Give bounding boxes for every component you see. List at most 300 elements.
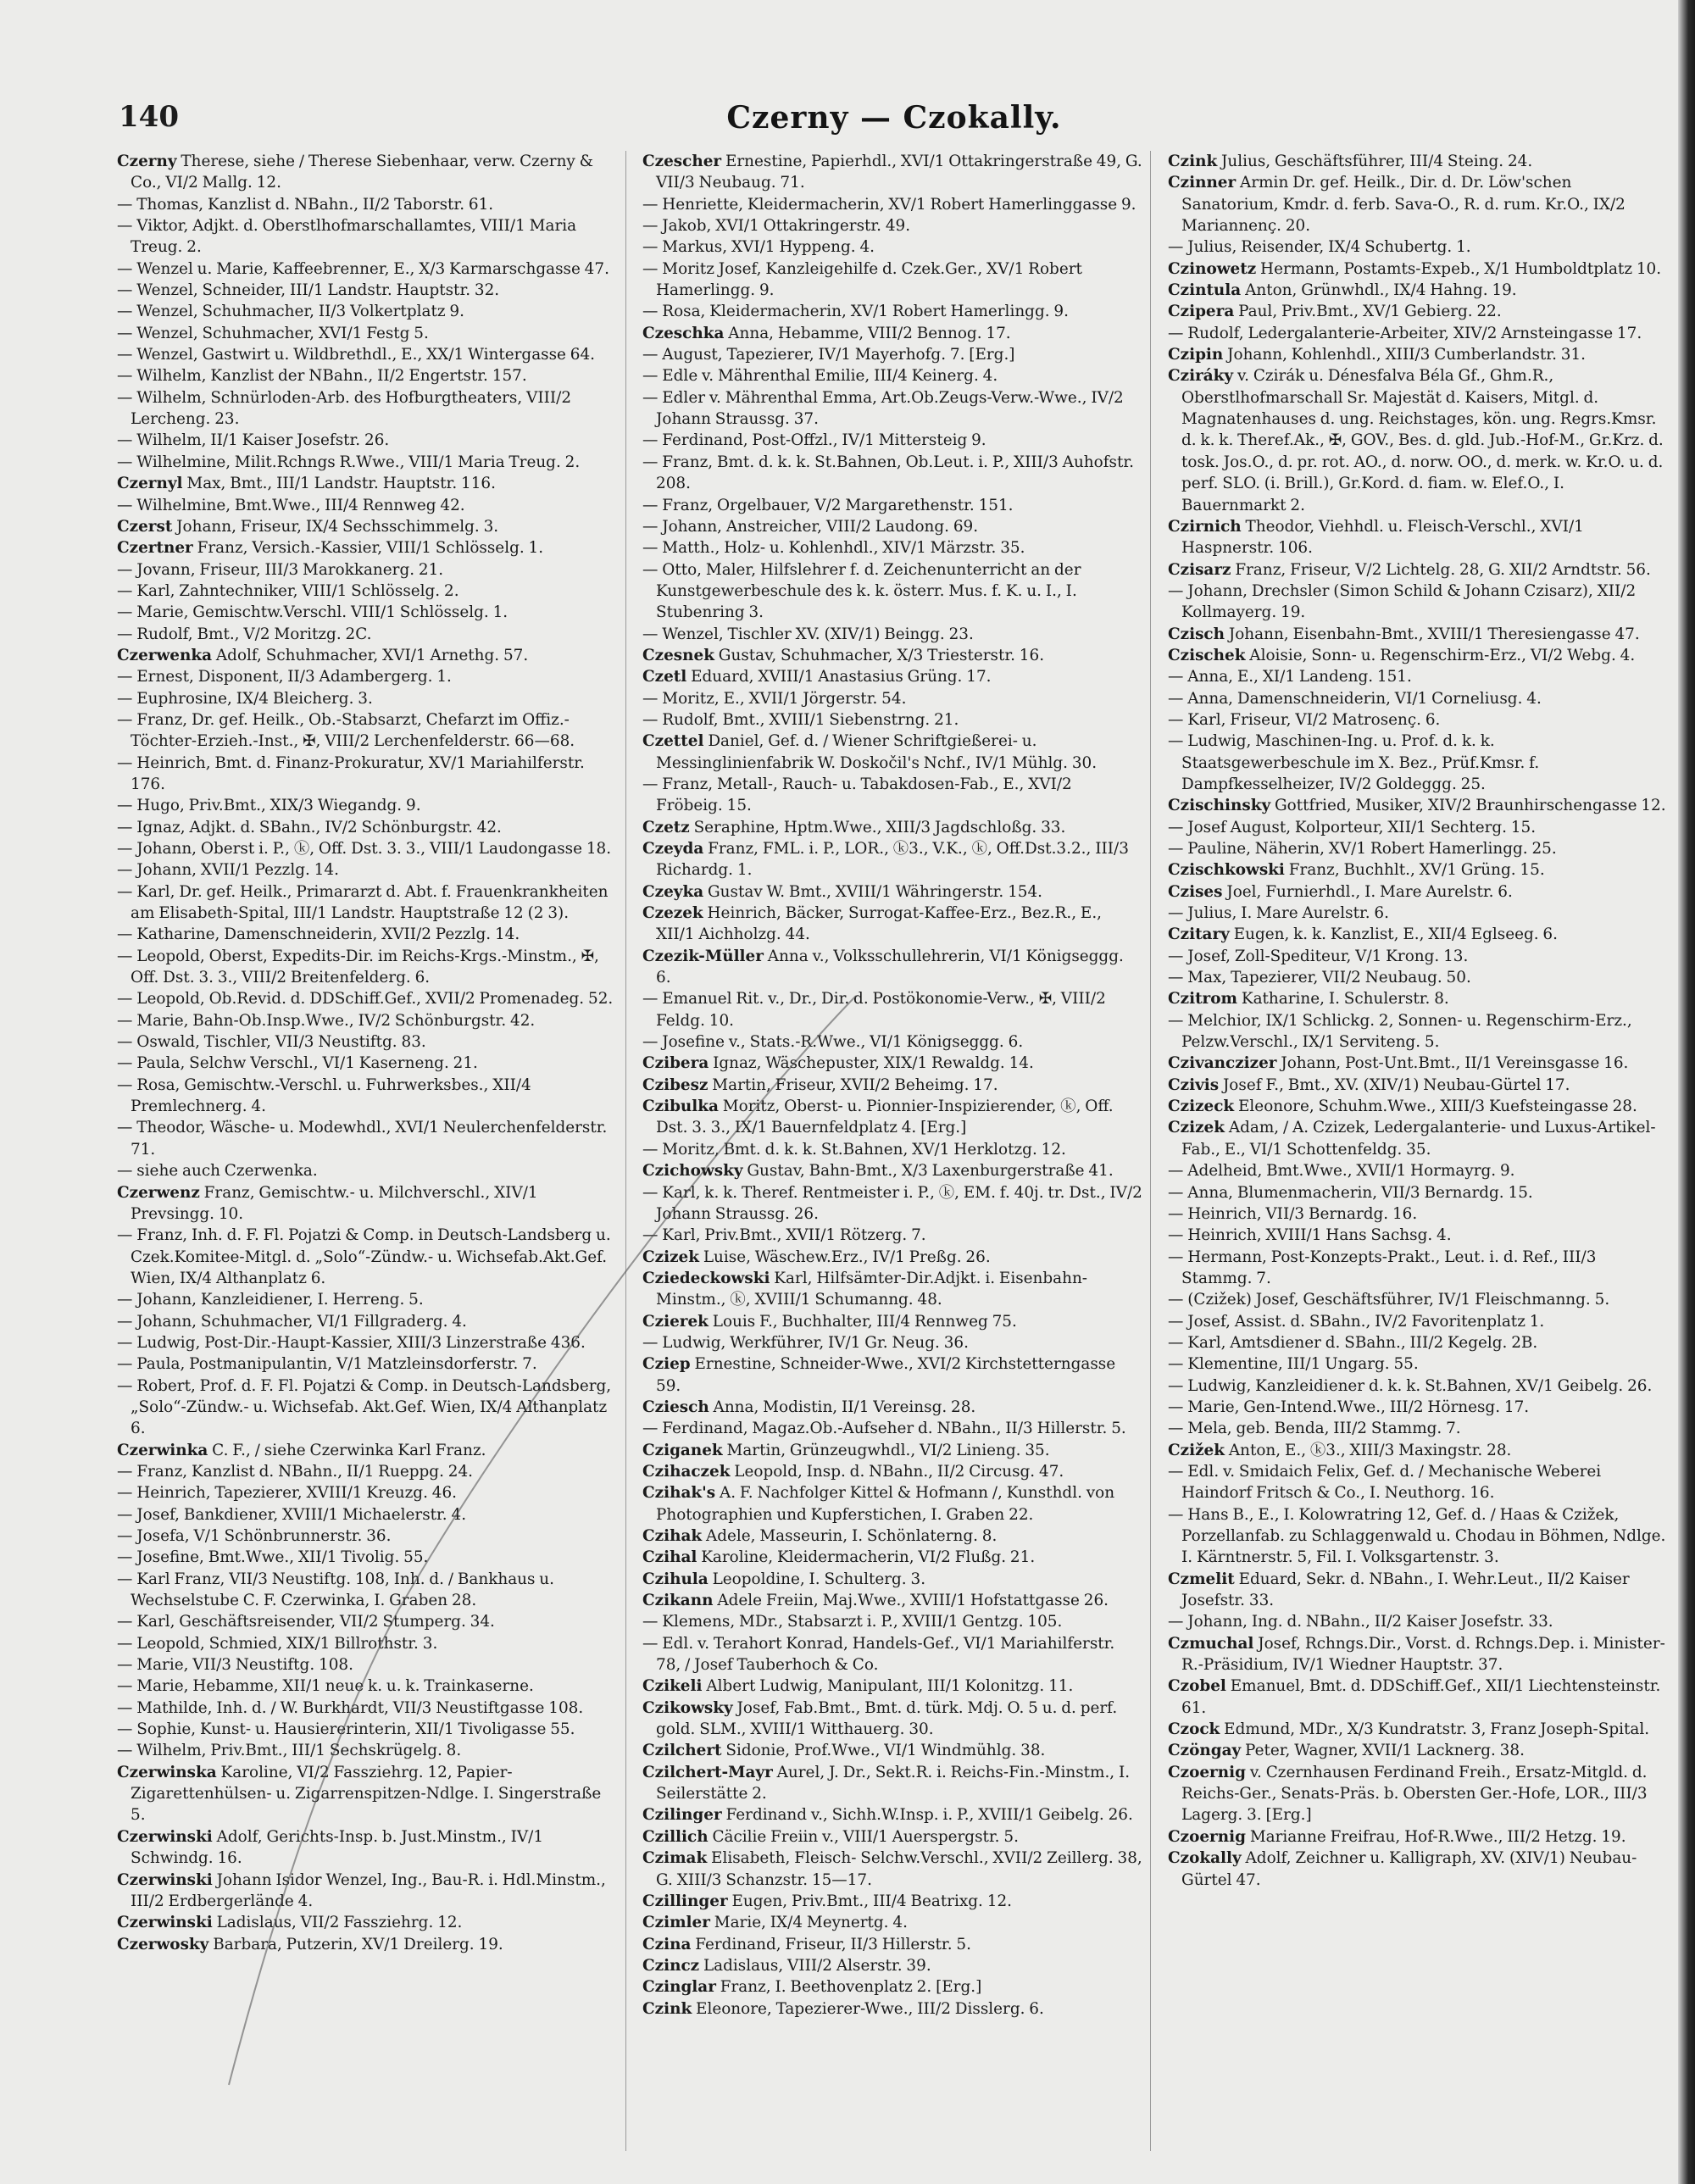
entry-details: — Ferdinand, Post-Offzl., IV/1 Mittersteig 9.	[642, 431, 986, 450]
entry-details: — Klementine, III/1 Ungarg. 55.	[1168, 1355, 1419, 1374]
directory-entry	[117, 1375, 617, 1440]
entry-details: — Johann, Anstreicher, VIII/2 Laudong. 69.	[642, 517, 979, 536]
entry-surname: Czoernig	[1168, 1827, 1246, 1846]
directory-entry	[642, 387, 1142, 431]
directory-entry	[1168, 731, 1668, 795]
entry-details: — Wenzel, Tischler XV. (XIV/1) Beingg. 23.	[642, 625, 974, 643]
directory-entry	[117, 1053, 617, 1074]
entry-details: Adele, Masseurin, I. Schönlaterng. 8.	[702, 1527, 998, 1545]
directory-entry	[1168, 1203, 1668, 1225]
entry-details: — Karl, Priv.Bmt., XVII/1 Rötzerg. 7.	[642, 1226, 926, 1245]
entry-details: — Mathilde, Inh. d. ∕ W. Burkhardt, VII/3 Neustiftgasse 108.	[117, 1698, 584, 1717]
directory-entry	[117, 1870, 617, 1913]
directory-entry	[117, 1826, 617, 1870]
directory-entry	[117, 1719, 617, 1740]
directory-entry	[117, 323, 617, 344]
entry-details: Franz, Versich.-Kassier, VIII/1 Schlösselg. 1.	[192, 539, 544, 558]
directory-entry	[1168, 301, 1668, 322]
entry-details: Emanuel, Bmt. d. DDSchiff.Gef., XII/1 Liechtensteinstr. 61.	[1181, 1677, 1661, 1717]
entry-surname: Czerwinski	[117, 1827, 213, 1846]
entry-details: Armin Dr. gef. Heilk., Dir. d. Dr. Löw'schen Sanatorium, Kmdr. d. ferb. Sava-O., R. d. rum. Kr.O., IX/2 Mariannenç. 20.	[1181, 174, 1626, 236]
entry-surname: Czertner	[117, 539, 193, 558]
directory-entry	[117, 1160, 617, 1181]
entry-details: Marie, IX/4 Meynertg. 4.	[709, 1914, 908, 1932]
entry-surname: Czirnich	[1168, 517, 1242, 536]
entry-details: — Thomas, Kanzlist d. NBahn., II/2 Taborstr. 61.	[117, 195, 494, 214]
entry-details: Sidonie, Prof.Wwe., VI/1 Windmühlg. 38.	[721, 1742, 1046, 1760]
entry-details: Ferdinand, Friseur, II/3 Hillerstr. 5.	[691, 1935, 971, 1953]
entry-details: — Euphrosine, IX/4 Bleicherg. 3.	[117, 689, 373, 708]
entry-details: — Franz, Orgelbauer, V/2 Margarethenstr. 151.	[642, 496, 1014, 514]
directory-entry	[642, 645, 1142, 666]
directory-entry	[117, 1332, 617, 1353]
directory-entry	[117, 859, 617, 881]
entry-details: — Marie, Gemischtw.Verschl. VIII/1 Schlösselg. 1.	[117, 603, 508, 622]
directory-entry	[117, 1740, 617, 1761]
entry-details: — Moritz, Bmt. d. k. k. St.Bahnen, XV/1 Herklotzg. 12.	[642, 1140, 1066, 1159]
entry-details: — Wilhelm, Schnürloden-Arb. des Hofburgtheaters, VIII/2 Lercheng. 23.	[117, 388, 572, 429]
entry-details: Edmund, MDr., X/3 Kundratstr. 3, Franz Joseph-Spital.	[1220, 1720, 1650, 1739]
directory-entry	[1168, 172, 1668, 236]
page-number: 140	[119, 100, 179, 134]
directory-columns	[117, 151, 1668, 2159]
directory-entry	[117, 1461, 617, 1482]
directory-entry	[1168, 344, 1668, 365]
entry-surname: Czöngay	[1168, 1742, 1242, 1760]
directory-entry	[1168, 924, 1668, 945]
directory-entry	[117, 516, 617, 537]
entry-surname: Czilinger	[642, 1806, 722, 1825]
entry-details: — Johann, Drechsler (Simon Schild & Johann Czisarz), XII/2 Kollmayerg. 19.	[1168, 581, 1637, 622]
entry-details: — Viktor, Adjkt. d. Oberstlhofmarschallamtes, VIII/1 Maria Treug. 2.	[117, 217, 577, 257]
entry-details: Karl, Hilfsämter-Dir.Adjkt. i. Eisenbahn-Minstm., ⓚ, XVIII/1 Schumanng. 48.	[656, 1269, 1088, 1309]
directory-entry	[642, 516, 1142, 537]
directory-entry	[642, 838, 1142, 881]
entry-details: — Karl Franz, VII/3 Neustiftg. 108, Inh. d. ∕ Bankhaus u. Wechselstube C. F. Czerwinka, I. Graben 28.	[117, 1570, 554, 1610]
entry-details: Leopoldine, I. Schulterg. 3.	[708, 1570, 926, 1588]
directory-entry	[117, 1504, 617, 1525]
entry-surname: Czerwenz	[117, 1183, 200, 1202]
directory-entry	[117, 838, 617, 859]
entry-details: — Ignaz, Adjkt. d. SBahn., IV/2 Schönburgstr. 42.	[117, 818, 502, 836]
entry-details: — Heinrich, Tapezierer, XVIII/1 Kreuzg. 46.	[117, 1484, 458, 1503]
entry-surname: Czina	[642, 1935, 692, 1953]
entry-details: — Theodor, Wäsche- u. Modewhdl., XVI/1 Neulerchenfelderstr. 71.	[117, 1119, 608, 1159]
entry-details: — Marie, Hebamme, XII/1 neue k. u. k. Trainkaserne.	[117, 1677, 534, 1696]
entry-surname: Czetz	[642, 818, 690, 836]
entry-surname: Czichowsky	[642, 1162, 743, 1181]
column-divider	[1150, 151, 1151, 2151]
entry-details: — Wilhelm, II/1 Kaiser Josefstr. 26.	[117, 431, 390, 450]
directory-entry	[1168, 323, 1668, 344]
directory-entry	[642, 988, 1142, 1031]
entry-details: Franz, Buchhlt., XV/1 Grüng. 15.	[1284, 861, 1545, 880]
entry-details: — Franz, Kanzlist d. NBahn., II/1 Rueppg. 24.	[117, 1462, 474, 1481]
entry-surname: Czizek	[642, 1248, 699, 1266]
directory-entry	[1168, 1311, 1668, 1332]
directory-entry	[1168, 688, 1668, 709]
directory-entry	[117, 602, 617, 623]
entry-surname: Czihak's	[642, 1484, 716, 1503]
directory-entry	[642, 946, 1142, 989]
directory-entry	[117, 946, 617, 989]
entry-surname: Czisch	[1168, 625, 1225, 643]
entry-details: Ferdinand v., Sichh.W.Insp. i. P., XVIII/1 Geibelg. 26.	[721, 1806, 1133, 1825]
entry-details: — Moritz Josef, Kanzleigehilfe d. Czek.Ger., XV/1 Robert Hamerlingg. 9.	[642, 259, 1082, 300]
directory-entry	[117, 258, 617, 280]
directory-entry	[642, 151, 1142, 194]
entry-details: Ernestine, Papierhdl., XVI/1 Ottakringerstraße 49, G. VII/3 Neubaug. 71.	[656, 153, 1142, 192]
entry-details: Ladislaus, VIII/2 Alserstr. 39.	[699, 1956, 931, 1975]
entry-details: — Rudolf, Ledergalanterie-Arbeiter, XIV/2 Arnsteingasse 17.	[1168, 324, 1642, 342]
entry-details: A. F. Nachfolger Kittel & Hofmann ∕, Kunsthdl. von Photographien und Kupferstichen, I. Graben 22.	[656, 1484, 1115, 1524]
entry-details: — Ernest, Disponent, II/3 Adambergerg. 1.	[117, 668, 452, 686]
entry-details: — Jakob, XVI/1 Ottakringerstr. 49.	[642, 217, 911, 236]
entry-surname: Czink	[1168, 153, 1218, 170]
entry-details: Aurel, J. Dr., Sekt.R. i. Reichs-Fin.-Minstm., I. Seilerstätte 2.	[656, 1763, 1131, 1803]
entry-details: — Anna, E., XI/1 Landeng. 151.	[1168, 668, 1412, 686]
entry-details: — Franz, Bmt. d. k. k. St.Bahnen, Ob.Leut. i. P., XIII/3 Auhofstr. 208.	[642, 453, 1134, 493]
directory-entry	[1168, 1289, 1668, 1310]
directory-entry	[642, 1676, 1142, 1697]
directory-entry	[1168, 1418, 1668, 1439]
entry-surname: Cziedeckowski	[642, 1269, 770, 1287]
page-header	[119, 100, 1670, 142]
directory-entry	[642, 1848, 1142, 1891]
entry-surname: Czimak	[642, 1849, 708, 1868]
entry-surname: Czobel	[1168, 1677, 1226, 1696]
entry-surname: Czokally	[1168, 1849, 1242, 1868]
directory-entry	[1168, 280, 1668, 301]
directory-column-2	[642, 151, 1142, 2159]
entry-surname: Czeyda	[642, 840, 704, 858]
entry-details: — Heinrich, VII/3 Bernardg. 16.	[1168, 1204, 1418, 1223]
entry-details: v. Czirák u. Dénesfalva Béla Gf., Ghm.R., Oberstlhofmarschall Sr. Majestät d. Kaisers, Mitgl. d. Magnatenhauses d. ung. Reichstages, kön. ung. Regrs.Kmsr. d. k. k. Theref.Ak., ✠, GOV., Bes. d. gld. Jub.-Hof-M., Gr.Krz. d. tosk. Jos.O., d. pr. rot. AO., d. norw. OO., d. merk. w. Kr.O. u. d. perf. SLO. (i. Brill.), Gr.Kord. d. fiam. w. Elef.O., I. Bauernmarkt 2.	[1181, 367, 1664, 514]
directory-entry	[117, 344, 617, 365]
entry-details: — Paula, Selchw Verschl., VI/1 Kaserneng. 21.	[117, 1054, 478, 1073]
directory-entry	[117, 988, 617, 1009]
entry-details: — Karl, Friseur, VI/2 Matrosenç. 6.	[1168, 710, 1441, 729]
entry-details: — Josef, Assist. d. SBahn., IV/2 Favoritenplatz 1.	[1168, 1312, 1545, 1331]
directory-entry	[642, 559, 1142, 624]
entry-details: — Wenzel, Schuhmacher, II/3 Volkertplatz 9.	[117, 303, 464, 321]
entry-details: — Johann, Ing. d. NBahn., II/2 Kaiser Josefstr. 33.	[1168, 1613, 1553, 1631]
directory-entry	[642, 1353, 1142, 1397]
page-edge-shadow	[1678, 0, 1695, 2184]
entry-details: Heinrich, Bäcker, Surrogat-Kaffee-Erz., Bez.R., E., XII/1 Aichholzg. 44.	[656, 904, 1103, 944]
directory-entry	[117, 709, 617, 753]
directory-entry	[1168, 365, 1668, 515]
directory-entry	[1168, 1676, 1668, 1719]
entry-details: — Wilhelmine, Bmt.Wwe., III/4 Rennweg 42.	[117, 496, 465, 514]
entry-details: Adolf, Zeichner u. Kalligraph, XV. (XIV/1) Neubau-Gürtel 47.	[1181, 1849, 1637, 1889]
directory-entry	[642, 1160, 1142, 1181]
entry-details: — August, Tapezierer, IV/1 Mayerhofg. 7. [Erg.]	[642, 346, 1015, 364]
entry-details: Adam, ∕ A. Czizek, Ledergalanterie- und Luxus-Artikel-Fab., E., VI/1 Schottenfeldg. 35.	[1181, 1119, 1656, 1159]
entry-details: — Karl, k. k. Theref. Rentmeister i. P., ⓚ, EM. f. 40j. tr. Dst., IV/2 Johann Straussg. 26.	[642, 1183, 1142, 1223]
directory-entry	[642, 365, 1142, 386]
entry-details: — Hans B., E., I. Kolowratring 12, Gef. d. ∕ Haas & Czižek, Porzellanfab. zu Schlaggenwald u. Chodau in Böhmen, Ndlge. I. Kärntnerstr. 5, Fil. I. Volksgartenstr. 3.	[1168, 1505, 1666, 1567]
entry-details: Therese, siehe ∕ Therese Siebenhaar, verw. Czerny & Co., VI/2 Mallg. 12.	[131, 153, 594, 192]
entry-details: — Ludwig, Kanzleidiener d. k. k. St.Bahnen, XV/1 Geibelg. 26.	[1168, 1376, 1653, 1395]
entry-surname: Czizek	[1168, 1119, 1225, 1137]
entry-details: Ernestine, Schneider-Wwe., XVI/2 Kirchstetterngasse 59.	[656, 1355, 1116, 1395]
directory-entry	[117, 151, 617, 194]
directory-entry	[117, 1010, 617, 1031]
directory-entry	[1168, 1740, 1668, 1761]
directory-entry	[642, 1525, 1142, 1547]
directory-entry	[117, 1934, 617, 1955]
entry-details: — Otto, Maler, Hilfslehrer f. d. Zeichenunterricht an der Kunstgewerbeschule des k. k. österr. Mus. f. K. u. I., I. Stubenring 3.	[642, 560, 1081, 622]
entry-details: Ladislaus, VII/2 Fassziehrg. 12.	[212, 1914, 463, 1932]
entry-surname: Czintula	[1168, 281, 1242, 300]
entry-details: Martin, Grünzeugwhdl., VI/2 Linieng. 35.	[722, 1441, 1050, 1459]
directory-entry	[117, 581, 617, 602]
directory-entry	[642, 236, 1142, 258]
entry-surname: Czescher	[642, 153, 722, 170]
entry-details: Eleonore, Schuhm.Wwe., XIII/3 Kuefsteingasse 28.	[1234, 1098, 1637, 1116]
entry-surname: Czink	[642, 1999, 692, 2018]
entry-surname: Czmuchal	[1168, 1634, 1254, 1653]
entry-surname: Czerwenka	[117, 646, 213, 664]
directory-entry	[642, 1182, 1142, 1225]
directory-entry	[1168, 559, 1668, 581]
entry-details: — Emanuel Rit. v., Dr., Dir. d. Postökonomie-Verw., ✠, VIII/2 Feldg. 10.	[642, 990, 1106, 1030]
entry-details: — Adelheid, Bmt.Wwe., XVII/1 Hormayrg. 9.	[1168, 1162, 1515, 1181]
entry-details: — Mela, geb. Benda, III/2 Stammg. 7.	[1168, 1420, 1461, 1438]
entry-details: Theodor, Viehhdl. u. Fleisch-Verschl., XVI/1 Haspnerstr. 106.	[1181, 517, 1584, 558]
directory-entry	[117, 624, 617, 645]
entry-surname: Czinowetz	[1168, 259, 1257, 278]
directory-entry	[1168, 1504, 1668, 1569]
directory-entry	[1168, 1719, 1668, 1740]
entry-details: — Wenzel, Schuhmacher, XVI/1 Festg 5.	[117, 324, 429, 342]
directory-entry	[642, 1891, 1142, 1912]
entry-details: Seraphine, Hptm.Wwe., XIII/3 Jagdschloßg. 33.	[689, 818, 1066, 836]
entry-details: — Karl, Amtsdiener d. SBahn., III/2 Kegelg. 2B.	[1168, 1333, 1538, 1352]
directory-entry	[117, 1311, 617, 1332]
entry-details: Albert Ludwig, Manipulant, III/1 Kolonitzg. 11.	[702, 1677, 1074, 1696]
entry-surname: Czikeli	[642, 1677, 703, 1696]
entry-surname: Czillinger	[642, 1892, 728, 1910]
entry-details: Joel, Furnierhdl., I. Mare Aurelstr. 6.	[1222, 882, 1513, 901]
running-title: Czerny — Czokally.	[726, 100, 1062, 136]
entry-details: — Josefa, V/1 Schönbrunnerstr. 36.	[117, 1527, 392, 1545]
directory-entry	[1168, 1010, 1668, 1053]
entry-details: — Josef, Bankdiener, XVIII/1 Michaelerstr. 4.	[117, 1505, 467, 1524]
entry-surname: Czihula	[642, 1570, 709, 1588]
directory-entry	[642, 624, 1142, 645]
entry-details: Katharine, I. Schulerstr. 8.	[1237, 990, 1449, 1009]
directory-entry	[642, 731, 1142, 774]
directory-entry	[1168, 1353, 1668, 1375]
directory-entry	[117, 1440, 617, 1461]
directory-entry	[642, 1075, 1142, 1096]
entry-details: Johann, Eisenbahn-Bmt., XVIII/1 Theresiengasse 47.	[1225, 625, 1640, 643]
entry-details: — Henriette, Kleidermacherin, XV/1 Robert Hamerlinggasse 9.	[642, 195, 1136, 214]
entry-details: Gottfried, Musiker, XIV/2 Braunhirschengasse 12.	[1270, 797, 1666, 815]
directory-entry	[642, 452, 1142, 495]
directory-entry	[117, 1654, 617, 1676]
directory-entry	[1168, 516, 1668, 559]
directory-entry	[642, 537, 1142, 559]
entry-surname: Cziráky	[1168, 367, 1234, 386]
directory-entry	[117, 1289, 617, 1310]
directory-entry	[642, 1633, 1142, 1676]
entry-details: Eleonore, Tapezierer-Wwe., III/2 Disslerg. 6.	[692, 1999, 1044, 2018]
directory-entry	[642, 1397, 1142, 1418]
directory-entry	[117, 1762, 617, 1826]
entry-details: Louis F., Buchhalter, III/4 Rennweg 75.	[708, 1312, 1017, 1331]
directory-entry	[1168, 1569, 1668, 1612]
entry-details: — Josef August, Kolporteur, XII/1 Sechterg. 15.	[1168, 818, 1537, 836]
entry-details: Anna, Hebamme, VIII/2 Bennog. 17.	[724, 324, 1011, 342]
directory-entry	[642, 1698, 1142, 1741]
entry-details: Moritz, Oberst- u. Pionnier-Inspizierender, ⓚ, Off. Dst. 3. 3., IX/1 Bauernfeldplatz 4. [Erg.]	[656, 1098, 1114, 1137]
entry-surname: Czmelit	[1168, 1570, 1235, 1588]
entry-details: — Ludwig, Maschinen-Ing. u. Prof. d. k. k. Staatsgewerbeschule im X. Bez., Prüf.Kmsr. f. Dampfkesselheizer, IV/2 Goldeggg. 25.	[1168, 732, 1540, 793]
entry-details: — Anna, Blumenmacherin, VII/3 Bernardg. 15.	[1168, 1183, 1533, 1202]
entry-details: — Oswald, Tischler, VII/3 Neustiftg. 83.	[117, 1033, 426, 1052]
entry-surname: Czerny	[117, 153, 177, 170]
entry-surname: Czerwinska	[117, 1763, 217, 1781]
directory-entry	[1168, 1633, 1668, 1676]
entry-details: — Franz, Metall-, Rauch- u. Tabakdosen-Fab., E., XVI/2 Fröbeig. 15.	[642, 775, 1072, 815]
directory-entry	[1168, 1096, 1668, 1117]
directory-entry	[642, 1031, 1142, 1053]
directory-entry	[642, 215, 1142, 236]
entry-surname: Czoernig	[1168, 1763, 1246, 1781]
entry-details: — Sophie, Kunst- u. Hausiererinterin, XII/1 Tivoligasse 55.	[117, 1720, 575, 1739]
entry-details: Anton, Grünwhdl., IX/4 Hahng. 19.	[1241, 281, 1517, 300]
directory-entry	[1168, 817, 1668, 838]
directory-entry	[117, 1633, 617, 1654]
entry-details: Gustav, Schuhmacher, X/3 Triesterstr. 16.	[714, 646, 1045, 664]
entry-details: v. Czernhausen Ferdinand Freih., Ersatz-Mitgld. d. Reichs-Ger., Senats-Präs. b. Obersten Ger.-Hofe, LOR., III/3 Lagerg. 3. [Erg.]	[1181, 1763, 1648, 1825]
directory-entry	[642, 1418, 1142, 1439]
directory-entry	[117, 1225, 617, 1289]
directory-entry	[117, 1353, 617, 1375]
directory-entry	[117, 280, 617, 301]
directory-entry	[642, 1976, 1142, 1998]
directory-entry	[117, 645, 617, 666]
entry-details: — Wilhelm, Kanzlist der NBahn., II/2 Engertstr. 157.	[117, 367, 527, 386]
directory-entry	[117, 387, 617, 431]
entry-details: — Jovann, Friseur, III/3 Marokkanerg. 21.	[117, 560, 444, 579]
entry-details: Ignaz, Wäschepuster, XIX/1 Rewaldg. 14.	[709, 1054, 1034, 1073]
directory-entry	[1168, 1611, 1668, 1632]
entry-details: Franz, Friseur, V/2 Lichtelg. 28, G. XII/2 Arndtstr. 56.	[1231, 560, 1651, 579]
entry-surname: Czizeck	[1168, 1098, 1235, 1116]
entry-details: — Marie, Bahn-Ob.Insp.Wwe., IV/2 Schönburgstr. 42.	[117, 1011, 536, 1030]
entry-details: — Marie, Gen-Intend.Wwe., III/2 Hörnesg. 17.	[1168, 1398, 1530, 1416]
entry-details: Eduard, XVIII/1 Anastasius Grüng. 17.	[686, 668, 992, 686]
entry-details: — Ludwig, Werkführer, IV/1 Gr. Neug. 36.	[642, 1333, 969, 1352]
directory-entry	[117, 1075, 617, 1118]
entry-surname: Czihaczek	[642, 1462, 731, 1481]
directory-entry	[1168, 1182, 1668, 1203]
entry-surname: Czerwinski	[117, 1870, 213, 1889]
entry-details: — Robert, Prof. d. F. Fl. Pojatzi & Comp. in Deutsch-Landsberg, „Solo“-Zündw.- u. Wichsefab. Akt.Gef. Wien, IX/4 Althanplatz 6.	[117, 1376, 612, 1438]
entry-details: — Ferdinand, Magaz.Ob.-Aufseher d. NBahn., II/3 Hillerstr. 5.	[642, 1420, 1126, 1438]
directory-entry	[642, 903, 1142, 946]
entry-surname: Czipera	[1168, 303, 1235, 321]
directory-column-1	[117, 151, 617, 2159]
entry-surname: Czikann	[642, 1592, 714, 1610]
directory-entry	[642, 1934, 1142, 1955]
directory-entry	[1168, 151, 1668, 172]
directory-entry	[117, 215, 617, 258]
entry-details: — Pauline, Näherin, XV/1 Robert Hamerlingg. 25.	[1168, 840, 1557, 858]
entry-surname: Czimler	[642, 1914, 710, 1932]
entry-details: — Leopold, Schmied, XIX/1 Billrothstr. 3.	[117, 1634, 438, 1653]
directory-entry	[117, 1547, 617, 1568]
directory-entry	[1168, 881, 1668, 903]
directory-column-3	[1168, 151, 1668, 2159]
entry-details: — Katharine, Damenschneiderin, XVII/2 Pezzlg. 14.	[117, 925, 520, 944]
directory-entry	[642, 688, 1142, 709]
entry-details: — Johann, XVII/1 Pezzlg. 14.	[117, 861, 339, 880]
directory-entry	[117, 817, 617, 838]
directory-entry	[642, 709, 1142, 731]
directory-entry	[642, 1482, 1142, 1525]
directory-entry	[642, 1547, 1142, 1568]
entry-details: Gustav, Bahn-Bmt., X/3 Laxenburgerstraße 41.	[742, 1162, 1114, 1181]
directory-entry	[1168, 1440, 1668, 1461]
directory-entry	[117, 537, 617, 559]
entry-surname: Czitrom	[1168, 990, 1237, 1009]
entry-surname: Czihal	[642, 1548, 697, 1567]
entry-details: Peter, Wagner, XVII/1 Lacknerg. 38.	[1241, 1742, 1525, 1760]
entry-surname: Czibesz	[642, 1075, 709, 1094]
entry-surname: Czilchert-Mayr	[642, 1763, 773, 1781]
directory-entry	[117, 194, 617, 215]
entry-surname: Cziganek	[642, 1441, 723, 1459]
entry-details: — Johann, Schuhmacher, VI/1 Fillgraderg. 4.	[117, 1312, 467, 1331]
entry-details: — Johann, Kanzleidiener, I. Herreng. 5.	[117, 1291, 424, 1309]
entry-details: Leopold, Insp. d. NBahn., II/2 Circusg. 47.	[730, 1462, 1064, 1481]
column-divider	[625, 151, 626, 2151]
directory-entry	[1168, 946, 1668, 967]
directory-entry	[117, 495, 617, 516]
entry-surname: Czises	[1168, 882, 1223, 901]
directory-entry	[642, 1569, 1142, 1590]
directory-entry	[1168, 859, 1668, 881]
entry-surname: Czetl	[642, 668, 687, 686]
entry-details: — Klemens, MDr., Stabsarzt i. P., XVIII/1 Gentzg. 105.	[642, 1613, 1063, 1631]
directory-entry	[642, 666, 1142, 687]
directory-entry	[1168, 709, 1668, 731]
entry-surname: Czeschka	[642, 324, 725, 342]
directory-entry	[1168, 258, 1668, 280]
directory-entry	[642, 1311, 1142, 1332]
entry-details: — Moritz, E., XVII/1 Jörgerstr. 54.	[642, 689, 907, 708]
directory-entry	[642, 1096, 1142, 1139]
entry-surname: Czettel	[642, 732, 704, 751]
entry-details: Daniel, Gef. d. ∕ Wiener Schriftgießerei- u. Messinglinienfabrik W. Doskočil's Nchf., IV/1 Mühlg. 30.	[656, 732, 1098, 772]
entry-details: — Edle v. Mährenthal Emilie, III/4 Keinerg. 4.	[642, 367, 998, 386]
entry-details: — Edl. v. Smidaich Felix, Gef. d. ∕ Mechanische Weberei Haindorf Fritsch & Co., I. Neuthorg. 16.	[1168, 1462, 1602, 1503]
entry-details: Johann Isidor Wenzel, Ing., Bau-R. i. Hdl.Minstm., III/2 Erdbergerlände 4.	[131, 1870, 606, 1910]
entry-details: Luise, Wäschew.Erz., IV/1 Preßg. 26.	[698, 1248, 991, 1266]
entry-details: — Johann, Oberst i. P., ⓚ, Off. Dst. 3. 3., VIII/1 Laudongasse 18.	[117, 840, 612, 858]
directory-entry	[117, 1698, 617, 1719]
entry-details: Josef, Fab.Bmt., Bmt. d. türk. Mdj. O. 5 u. d. perf. gold. SLM., XVIII/1 Witthauerg. 30.	[656, 1698, 1118, 1739]
entry-details: Karoline, Kleidermacherin, VI/2 Flußg. 21.	[697, 1548, 1036, 1567]
entry-details: Eugen, k. k. Kanzlist, E., XII/4 Eglseeg. 6.	[1229, 925, 1558, 944]
entry-surname: Czitary	[1168, 925, 1230, 944]
directory-entry	[117, 1031, 617, 1053]
